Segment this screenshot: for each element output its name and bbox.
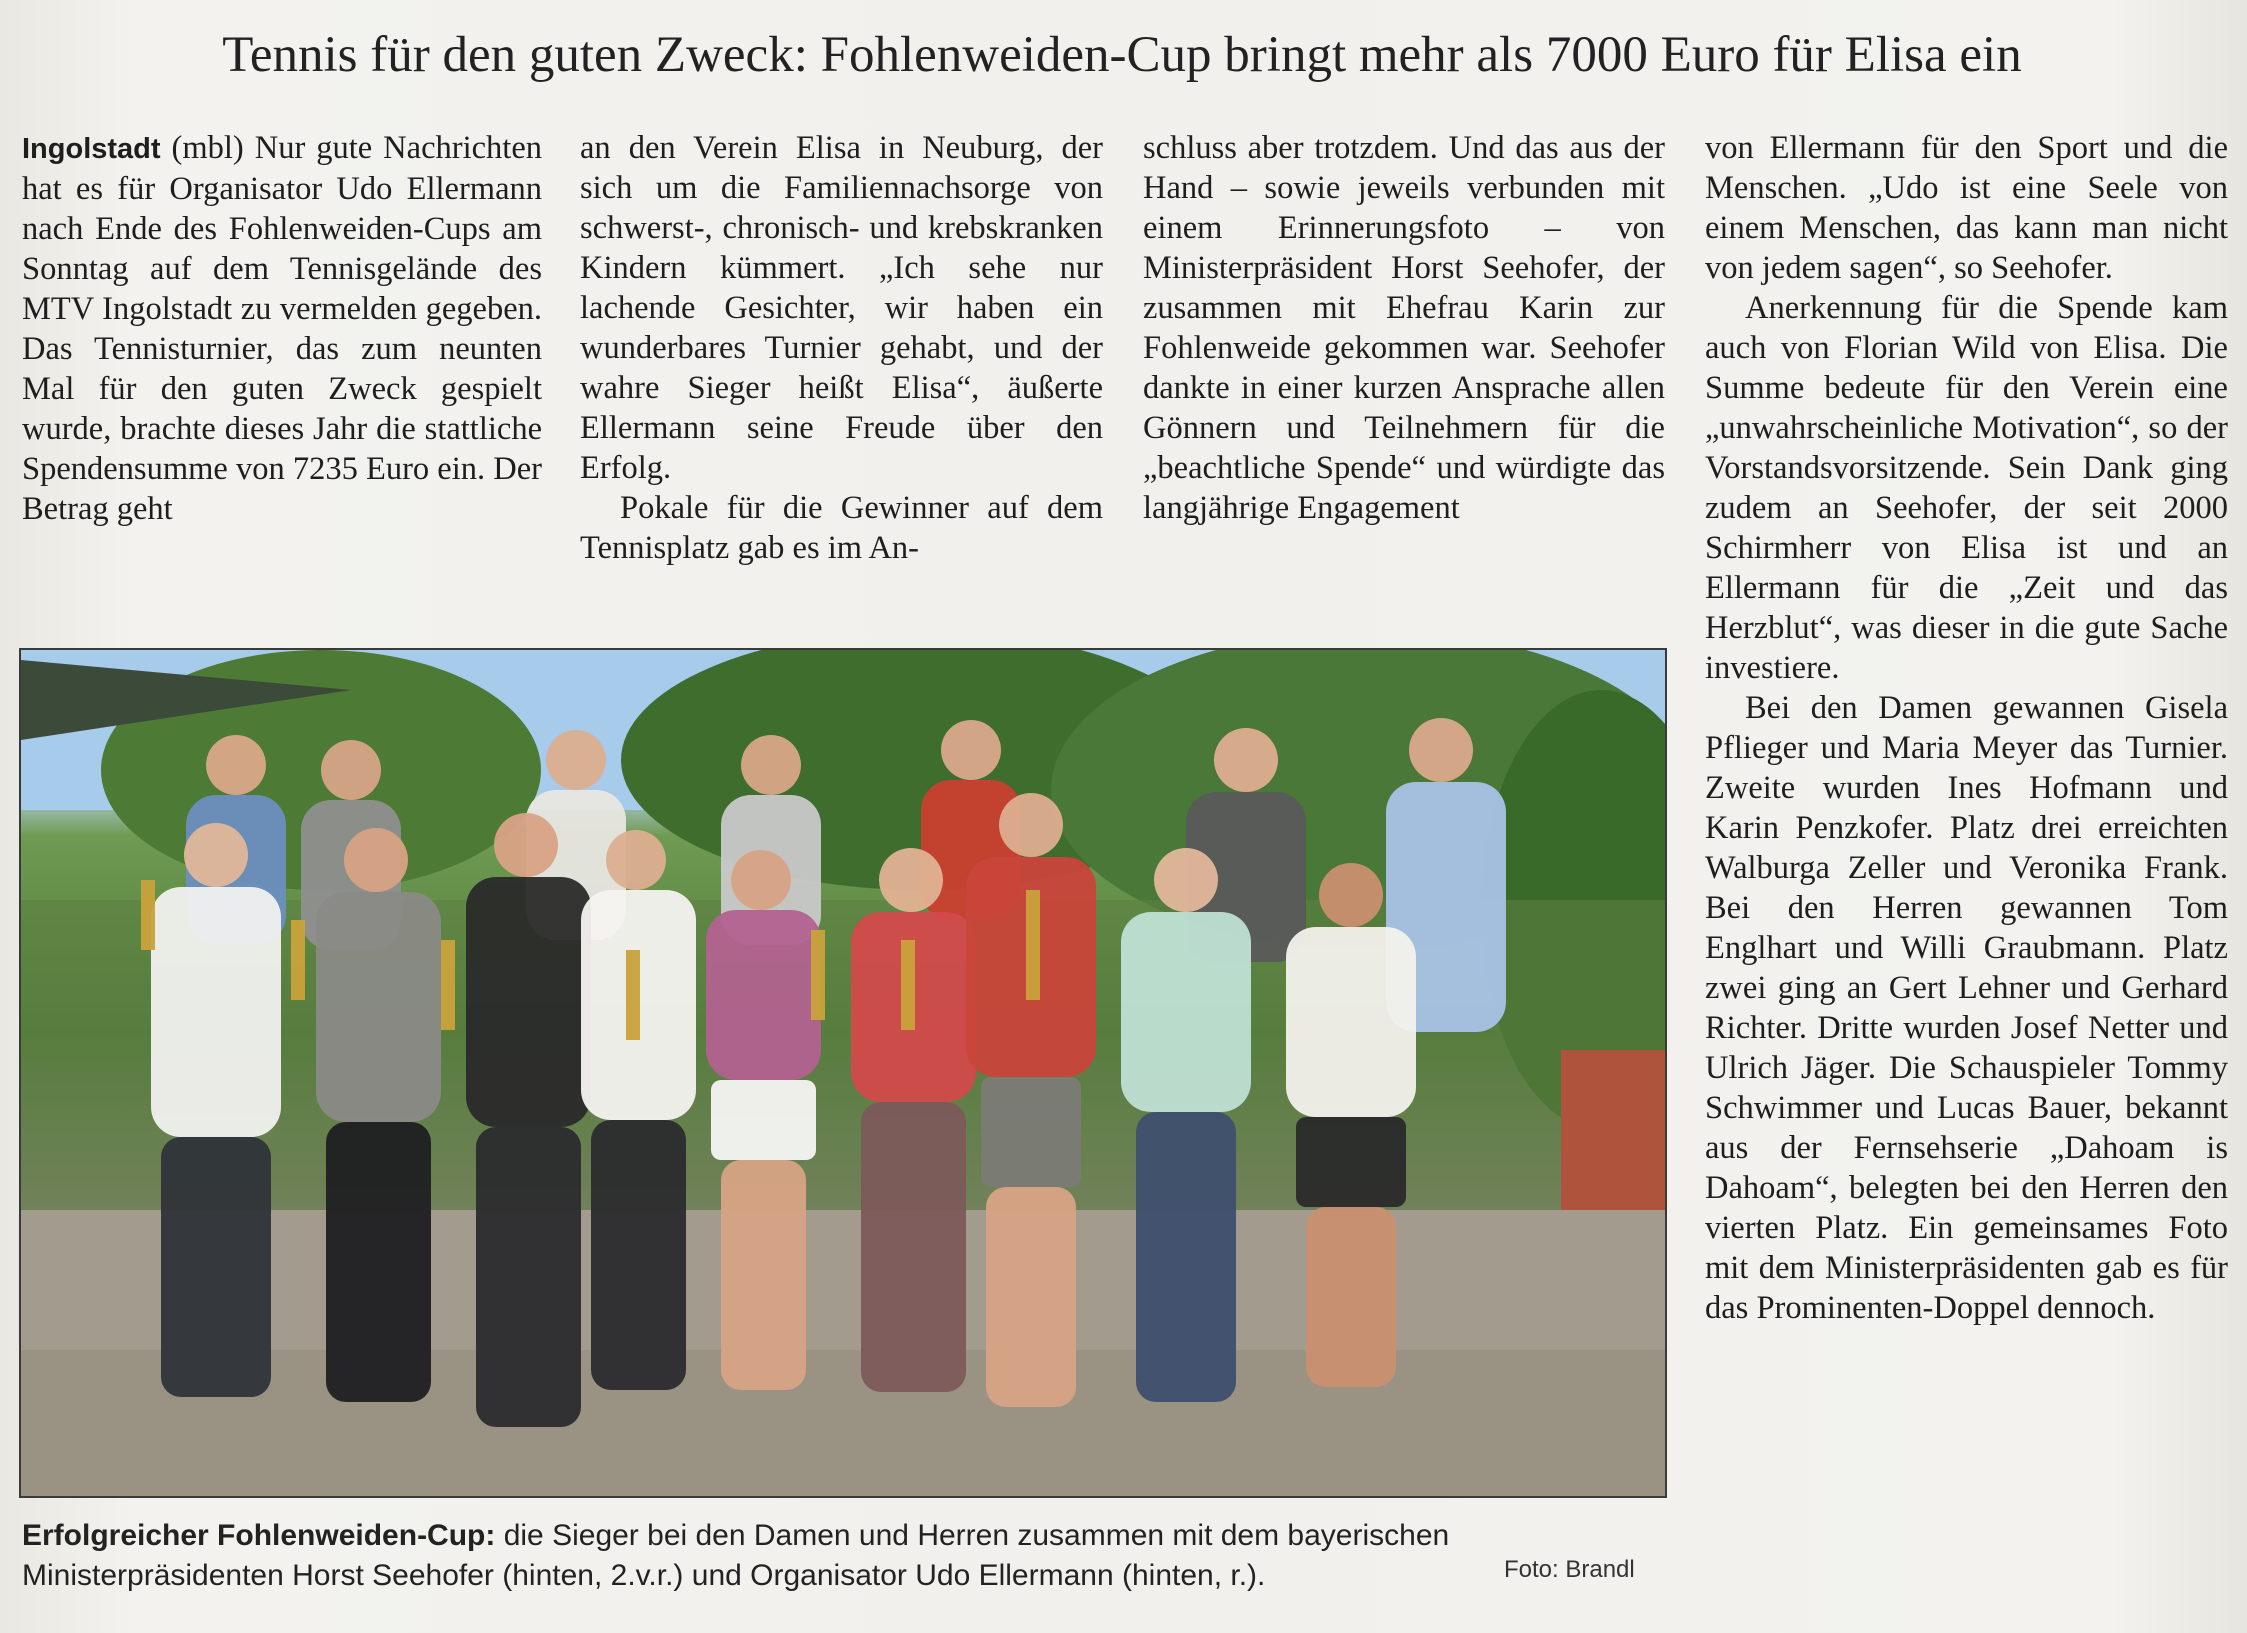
article-paragraph: von Ellermann für den Sport und die Menschen. „Udo ist eine Seele von einem Menschen, das kann man nicht von jedem sagen“, so Seehofer. [1705,130,2228,286]
article-paragraph: Pokale für die Gewinner auf dem Tennisplatz gab es im An- [580,490,1103,566]
photo-caption [22,1516,1667,1596]
article-column-4 [1705,128,2228,1328]
article-paragraph: Bei den Damen gewannen Gisela Pflieger und Maria Meyer das Turnier. Zweite wurden Ines Hofmann und Karin Penzkofer. Platz drei erreichten Walburga Zeller und Veronika Frank. Bei den Herren gewannen Tom Englhart und Willi Graubmann. Platz zwei ging an Gert Lehner und Gerhard Richter. Dritte wurden Josef Netter und Ulrich Jäger. Die Schauspieler Tommy Schwimmer und Lucas Bauer, bekannt aus der Fernsehserie „Dahoam is Dahoam“, belegten bei den Herren den vierten Platz. Ein gemeinsames Foto mit dem Ministerpräsidenten gab es für das Prominenten-Doppel dennoch. [1705,690,2228,1326]
dateline: Ingolstadt [22,133,161,165]
article-paragraph: an den Verein Elisa in Neuburg, der sich um die Familiennachsorge von schwerst-, chronisch- und krebskranken Kindern kümmert. „Ich sehe nur lachende Gesichter, wir haben ein wunderbares Turnier gehabt, und der wahre Sieger heißt Elisa“, äußerte Ellermann seine Freude über den Erfolg. [580,130,1103,486]
article-paragraph: Anerkennung für die Spende kam auch von Florian Wild von Elisa. Die Summe bedeute für den Verein eine „unwahrscheinliche Motivation“, so der Vorstandsvorsitzende. Sein Dank ging zudem an Seehofer, der seit 2000 Schirmherr von Elisa ist und an Ellermann für die „Zeit und das Herzblut“, was dieser in die gute Sache investiere. [1705,290,2228,686]
headline: Tennis für den guten Zweck: Fohlenweiden-Cup bringt mehr als 7000 Euro für Elisa ein [222,27,2022,83]
group-photo-illustration [21,650,1665,1496]
caption-text: die Sieger bei den Damen und Herren zusammen mit dem bayerischen Ministerpräsidenten Horst Seehofer (hinten, 2.v.r.) und Organisator Udo Ellermann (hinten, r.). [22,1519,1450,1592]
article-column-2 [580,128,1103,568]
article-paragraph: schluss aber trotzdem. Und das aus der Hand – sowie jeweils verbunden mit einem Erinnerungsfoto – von Ministerpräsident Horst Seehofer, der zusammen mit Ehefrau Karin zur Fohlenweide gekommen war. Seehofer dankte in einer kurzen Ansprache allen Gönnern und Teilnehmern für die „beachtliche Spende“ und würdigte das langjährige Engagement [1143,130,1665,526]
caption-lead: Erfolgreicher Fohlenweiden-Cup: [22,1519,496,1552]
group-photo [19,648,1667,1498]
article-text-col1: (mbl) Nur gute Nachrichten hat es für Organisator Udo Ellermann nach Ende des Fohlenweiden-Cups am Sonntag auf dem Tennisgelände des MTV Ingolstadt zu vermelden gegeben. Das Tennisturnier, das zum neunten Mal für den guten Zweck gespielt wurde, brachte dieses Jahr die stattliche Spendensumme von 7235 Euro ein. Der Betrag geht [22,130,542,527]
article-column-3 [1143,128,1665,528]
photo-credit: Foto: Brandl [1504,1556,1635,1583]
article-column-1 [22,128,542,529]
